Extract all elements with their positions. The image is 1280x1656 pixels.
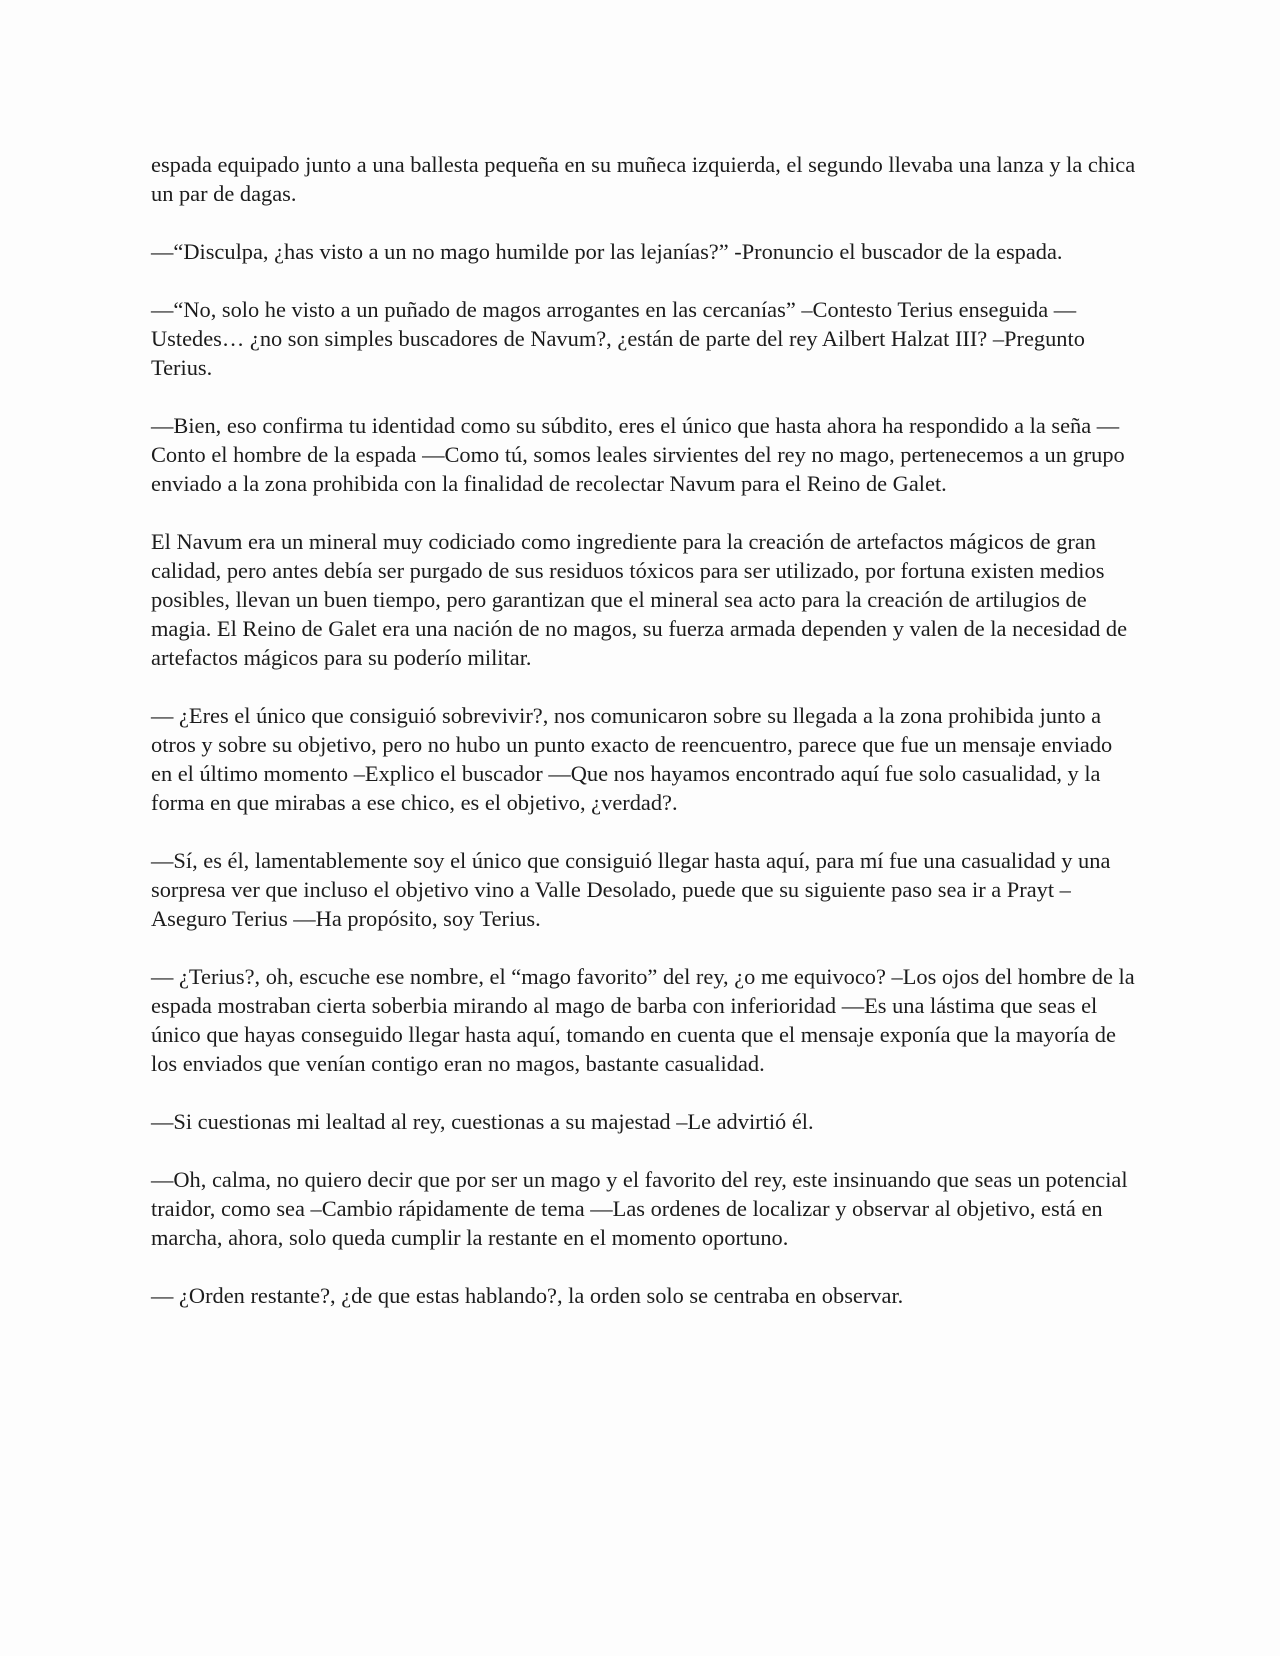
paragraph: —“Disculpa, ¿has visto a un no mago humilde por las lejanías?” -Pronuncio el buscador de la espada. [151,239,1063,264]
paragraph: — ¿Eres el único que consiguió sobrevivir?, nos comunicaron sobre su llegada a la zona prohibida junto a otros y sobre su objetivo, pero no hubo un punto exacto de reencuentro, parece que fue un mensaje enviado en el último momento –Explico el buscador —Que nos hayamos encontrado aquí fue solo casualidad, y la forma en que mirabas a ese chico, es el objetivo, ¿verdad?. [151,703,1113,815]
paragraph: —Si cuestionas mi lealtad al rey, cuestionas a su majestad –Le advirtió él. [151,1109,814,1134]
paragraph: — ¿Terius?, oh, escuche ese nombre, el “mago favorito” del rey, ¿o me equivoco? –Los ojos del hombre de la espada mostraban cierta soberbia mirando al mago de barba con inferioridad —Es una lástima que seas el único que hayas conseguido llegar hasta aquí, tomando en cuenta que el mensaje exponía que la mayoría de los enviados que venían contigo eran no magos, bastante casualidad. [151,964,1135,1076]
paragraph: El Navum era un mineral muy codiciado como ingrediente para la creación de artefactos mágicos de gran calidad, pero antes debía ser purgado de sus residuos tóxicos para ser utilizado, por fortuna existen medios posibles, llevan un buen tiempo, pero garantizan que el mineral sea acto para la creación de artilugios de magia. El Reino de Galet era una nación de no magos, su fuerza armada dependen y valen de la necesidad de artefactos mágicos para su poderío militar. [151,529,1128,670]
paragraph: —Oh, calma, no quiero decir que por ser un mago y el favorito del rey, este insinuando que seas un potencial traidor, como sea –Cambio rápidamente de tema —Las ordenes de localizar y observar al objetivo, está en marcha, ahora, solo queda cumplir la restante en el momento oportuno. [151,1167,1128,1250]
paragraph: —Bien, eso confirma tu identidad como su súbdito, eres el único que hasta ahora ha respondido a la seña —Conto el hombre de la espada —Como tú, somos leales sirvientes del rey no mago, pertenecemos a un grupo enviado a la zona prohibida con la finalidad de recolectar Navum para el Reino de Galet. [151,413,1125,496]
paragraph: —Sí, es él, lamentablemente soy el único que consiguió llegar hasta aquí, para mí fue una casualidad y una sorpresa ver que incluso el objetivo vino a Valle Desolado, puede que su siguiente paso sea ir a Prayt –Aseguro Terius —Ha propósito, soy Terius. [151,848,1111,931]
paragraph: espada equipado junto a una ballesta pequeña en su muñeca izquierda, el segundo llevaba una lanza y la chica un par de dagas. [151,152,1136,206]
paragraph: —“No, solo he visto a un puñado de magos arrogantes en las cercanías” –Contesto Terius enseguida —Ustedes… ¿no son simples buscadores de Navum?, ¿están de parte del rey Ailbert Halzat III? –Pregunto Terius. [151,297,1085,380]
document-body [151,150,1136,1339]
paragraph: — ¿Orden restante?, ¿de que estas hablando?, la orden solo se centraba en observar. [151,1283,904,1308]
